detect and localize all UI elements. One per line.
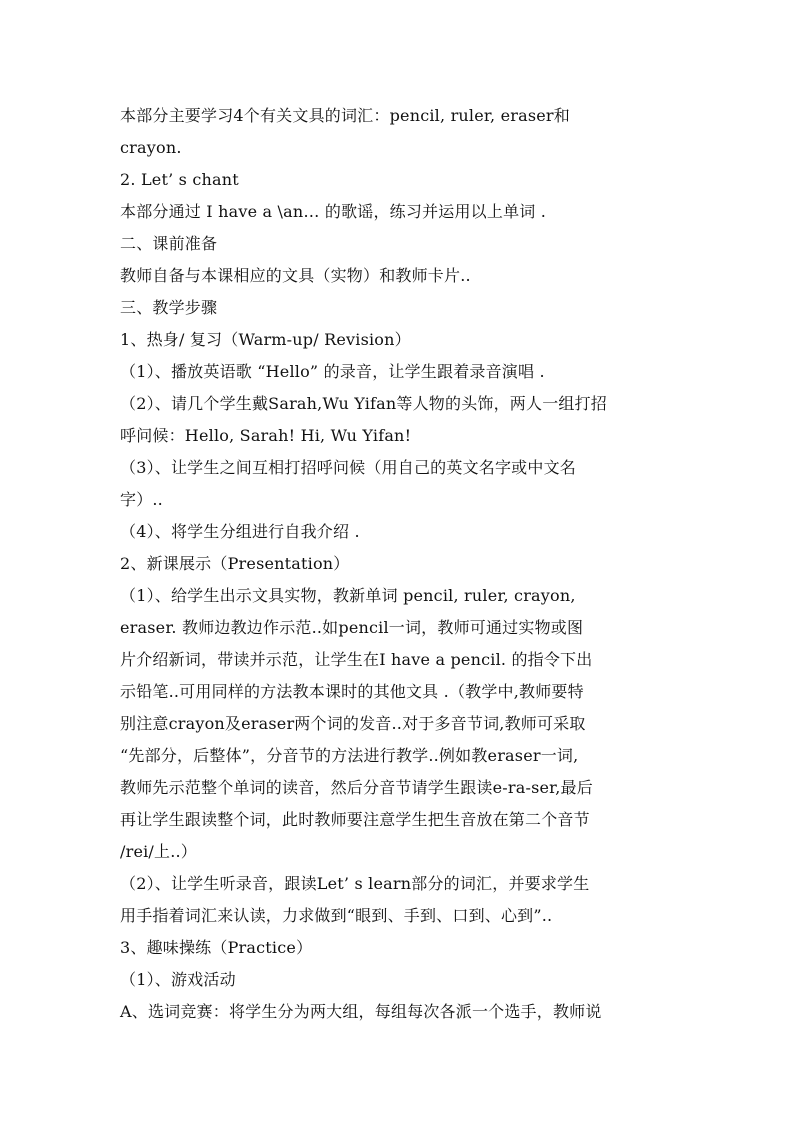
- text-line: 教师先示范整个单词的读音，然后分音节请学生跟读e-ra-ser,最后: [120, 778, 593, 797]
- text-line: A、选词竞赛：将学生分为两大组，每组每次各派一个选手，教师说: [120, 1002, 602, 1021]
- text-line: 再让学生跟读整个词，此时教师要注意学生把生音放在第二个音节: [120, 810, 590, 829]
- text-line: /rei/上..）: [120, 842, 197, 861]
- section-heading: 三、教学步骤: [120, 298, 218, 317]
- subsection-heading: 2、新课展示（Presentation）: [120, 554, 350, 573]
- text-line: 本部分主要学习4个有关文具的词汇：pencil, ruler, eraser和: [120, 106, 570, 125]
- text-line: 本部分通过 I have a \an… 的歌谣，练习并运用以上单词 .: [120, 202, 547, 221]
- section-heading: 二、课前准备: [120, 234, 218, 253]
- text-line: （2）、让学生听录音，跟读Let’ s learn部分的词汇，并要求学生: [120, 874, 590, 893]
- text-line: （1）、游戏活动: [120, 970, 236, 989]
- text-line: （1）、播放英语歌 “Hello” 的录音，让学生跟着录音演唱 .: [120, 362, 545, 381]
- text-line: （1）、给学生出示文具实物，教新单词 pencil, ruler, crayon,: [120, 586, 576, 605]
- document-body: [120, 100, 680, 1028]
- text-line: 教师自备与本课相应的文具（实物）和教师卡片..: [120, 266, 471, 285]
- text-line: “先部分，后整体”，分音节的方法进行教学..例如教eraser一词,: [120, 746, 579, 765]
- text-line: 片介绍新词，带读并示范，让学生在I have a pencil. 的指令下出: [120, 650, 593, 669]
- section-heading: 2. Let’ s chant: [120, 170, 239, 189]
- text-line: （2）、请几个学生戴Sarah,Wu Yifan等人物的头饰，两人一组打招: [120, 394, 608, 413]
- text-line: 呼问候：Hello, Sarah! Hi, Wu Yifan!: [120, 426, 412, 445]
- text-line: eraser. 教师边教边作示范..如pencil一词，教师可通过实物或图: [120, 618, 584, 637]
- subsection-heading: 1、热身/ 复习（Warm-up/ Revision）: [120, 330, 411, 349]
- text-line: 别注意crayon及eraser两个词的发音..对于多音节词,教师可采取: [120, 714, 586, 733]
- text-line: （4）、将学生分组进行自我介绍 .: [120, 522, 360, 541]
- subsection-heading: 3、趣味操练（Practice）: [120, 938, 313, 957]
- text-line: （3）、让学生之间互相打招呼问候（用自己的英文名字或中文名: [120, 458, 576, 477]
- text-line: 用手指着词汇来认读，力求做到“眼到、手到、口到、心到”..: [120, 906, 553, 925]
- text-line: 字）..: [120, 490, 163, 509]
- text-line: 示铅笔..可用同样的方法教本课时的其他文具 .（教学中,教师要特: [120, 682, 584, 701]
- text-line: crayon.: [120, 138, 182, 157]
